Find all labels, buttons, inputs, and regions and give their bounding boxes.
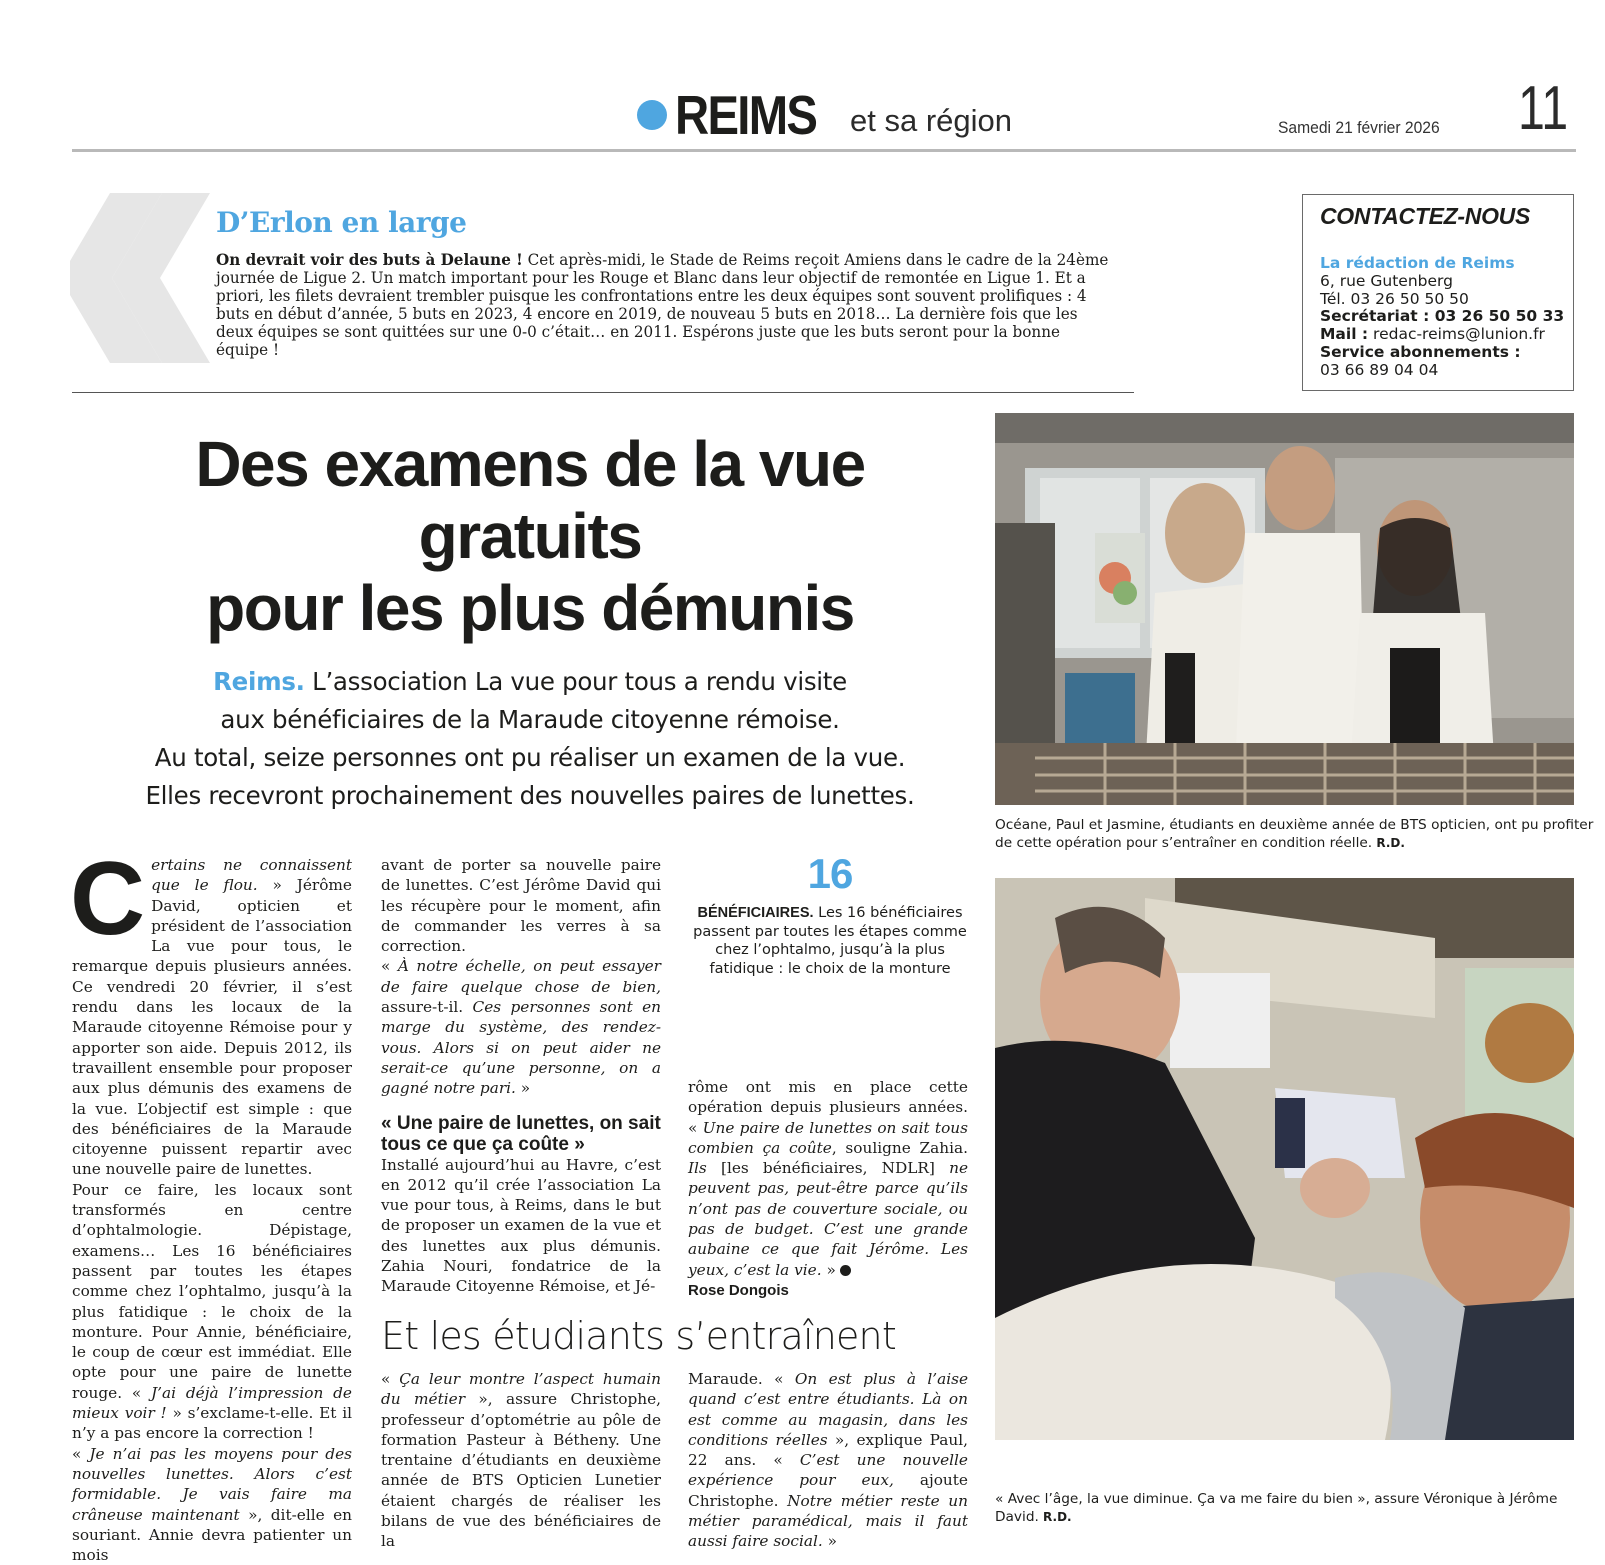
paragraph: [les bénéficiaires, NDLR] <box>706 1159 950 1178</box>
paragraph: rôme ont mis en place cette opération depuis plusieurs années. « <box>688 1078 968 1137</box>
paragraph: ajoute Christophe. <box>688 1471 968 1510</box>
photo-caption <box>995 817 1595 852</box>
quote: C’est une nouvelle expérience pour eux, <box>688 1451 968 1490</box>
article-column-2 <box>381 855 661 1297</box>
stat-label: BÉNÉFICIAIRES. <box>697 905 814 921</box>
headline-line: gratuits <box>418 500 642 572</box>
standfirst-line: Elles recevront prochainement des nouvelles paires de lunettes. <box>145 781 915 810</box>
headline-line: pour les plus démunis <box>206 572 854 644</box>
quote-mark: » <box>821 1260 836 1279</box>
quote: On est plus à l’aise quand c’est entre étudiants. Là on est comme au magasin, dans les conditions réelles <box>688 1370 969 1449</box>
quote-mark: « <box>72 1444 90 1463</box>
quote-mark: » <box>515 1079 531 1098</box>
article-standfirst <box>100 663 960 815</box>
contact-title: CONTACTEZ-NOUS <box>1320 203 1531 229</box>
caption-text: Océane, Paul et Jasmine, étudiants en deuxième année de BTS opticien, ont pu profiter de cette opération pour s’entraîner en condition réelle. <box>995 817 1594 851</box>
contact-phone: Tél. 03 26 50 50 50 <box>1320 289 1469 308</box>
stat-body: Les 16 bénéficiaires passent par toutes les étapes comme chez l’ophtalmo, jusqu’à la plus fatidique : le choix de la monture <box>693 905 967 977</box>
article-column-1 <box>70 841 353 1565</box>
photo-credit: R.D. <box>1038 1509 1072 1524</box>
end-of-article-icon <box>840 1265 851 1276</box>
issue-date: Samedi 21 février 2026 <box>1278 118 1440 137</box>
photo-eye-exam <box>995 878 1574 1440</box>
caption-text: « Avec l’âge, la vue diminue. Ça va me faire du bien », assure Véronique à Jérôme David. <box>995 1491 1558 1525</box>
contact-mail-label: Mail : <box>1320 325 1369 344</box>
brief-divider <box>72 392 1134 393</box>
quote-mark: » <box>822 1532 837 1551</box>
brief-title: D’Erlon en large <box>216 206 467 239</box>
brief-body: Cet après-midi, le Stade de Reims reçoit Amiens dans le cadre de la 24ème journée de Ligue 2. Un match important pour les Rouge et Blanc dans leur objectif de remontée en Ligue 1. Et a priori, les filets devraient trembler puisque les confrontations entre les deux équipes sont souvent prolifiques : 4 buts en début d’année, 5 buts en 2023, 4 encore en 2019, de nouveau 5 buts en 2018… La dernière fois que les deux équipes se sont quittées sur une 0-0 c’était… en 2011. Espérons juste que les buts seront pour la bonne équipe ! <box>216 251 1109 359</box>
paragraph: Installé aujourd’hui au Havre, c’est en 2012 qu’il crée l’association La vue pour tous, à Reims, dans le but de proposer un examen de la vue et des lunettes aux plus démunis. Zahia Nouri, fondatrice de la Maraude Citoyenne Rémoise, et Jé- <box>381 1155 661 1296</box>
contact-subscriptions-number: 03 66 89 04 04 <box>1320 360 1439 379</box>
stat-description <box>690 904 970 978</box>
photo-students <box>995 413 1574 805</box>
article-headline <box>100 428 960 644</box>
quote: À notre échelle, on peut essayer de faire quelque chose de bien, <box>381 957 661 996</box>
stat-number: 16 <box>807 850 853 897</box>
contact-box <box>1302 194 1574 391</box>
quote: ne peuvent pas, peut-être parce qu’ils n’ont pas de couverture sociale, ou pas de budget. C’est une grande aubaine ce que fait Jérôme. Les yeux, c’est la vie. <box>688 1159 968 1279</box>
sidebar-article-title: Et les étudiants s’entraînent <box>381 1314 896 1358</box>
standfirst-line: Au total, seize personnes ont pu réaliser un examen de la vue. <box>154 743 906 772</box>
standfirst-city: Reims. <box>213 667 305 696</box>
contact-address: 6, rue Gutenberg <box>1320 271 1453 290</box>
header-divider <box>72 149 1576 152</box>
quote: Notre métier reste un métier paramédical, mais il faut aussi faire social. <box>688 1491 969 1551</box>
contact-mail-link[interactable]: redac-reims@lunion.fr <box>1368 325 1545 344</box>
paragraph: », dit-elle en souriant. Annie devra patienter un mois <box>72 1505 353 1565</box>
paragraph: » Jérôme David, opticien et président de l’association La vue pour tous, le remarque depuis plusieurs années. Ce vendredi 20 février, il s’est rendu dans les locaux de la Maraude citoyenne Rémoise pour y apporter son aide. Depuis 2012, ils travaillent ensemble pour proposer aux plus démunis des examens de la vue. L’objectif est simple : que des bénéficiaires de la Maraude citoyenne puissent repartir avec une nouvelle paire de lunettes. <box>72 876 352 1179</box>
contact-secretariat-label: Secrétariat : <box>1320 307 1430 326</box>
paragraph: Pour ce faire, les locaux sont transformés en centre d’ophtalmologie. Dépistage, examens… Les 16 bénéficiaires passent par toutes les étapes comme chez l’ophtalmo, jusqu’à la plus fatidique : le choix de la monture. Pour Annie, bénéficiaire, le coup de cœur est immédiat. Elle opte pour une paire de lunette rouge. « <box>72 1180 352 1402</box>
section-dot-icon <box>637 100 667 130</box>
quote-mark: « <box>381 957 398 976</box>
quote: Une paire de lunettes on sait tous combien ça coûte <box>688 1118 968 1157</box>
standfirst-line: aux bénéficiaires de la Maraude citoyenne rémoise. <box>220 705 840 734</box>
paragraph: , souligne Zahia. <box>831 1138 968 1157</box>
article-column-3 <box>688 1077 968 1301</box>
drop-cap: C <box>70 841 146 957</box>
article-byline: Rose Dongois <box>688 1281 789 1299</box>
sidebar-column-2 <box>688 1369 968 1552</box>
section-subtitle: et sa région <box>850 103 1012 138</box>
section-title: REIMS <box>675 84 817 146</box>
contact-secretariat-number: 03 26 50 50 33 <box>1429 307 1565 326</box>
quote-chevrons-icon <box>70 193 210 363</box>
paragraph: Maraude. « <box>688 1370 795 1388</box>
quote: Je n’ai pas les moyens pour des nouvelles lunettes. Alors c’est formidable. Je vais faire ma crâneuse maintenant <box>72 1444 352 1524</box>
quote: Ces personnes sont en marge du système, des rendez-vous. Alors si on peut aider ne serait-ce qu’une personne, on a gagné notre pari. <box>381 998 662 1098</box>
brief-text <box>216 251 1113 359</box>
paragraph: », assure Christophe, professeur d’optométrie au pôle de formation Pasteur à Bétheny. Une trentaine d’étudiants en deuxième année de BTS Opticien Lunetier étaient chargés de réaliser les bilans de vue des bénéficiaires de la <box>381 1390 662 1551</box>
article-subhead: « Une paire de lunettes, on sait tous ce que ça coûte » <box>381 1112 661 1155</box>
quote: Ça leur montre l’aspect humain du métier <box>381 1370 661 1409</box>
photo-credit: R.D. <box>1372 835 1405 850</box>
quote-mark: « <box>381 1370 400 1388</box>
paragraph: assure-t-il. <box>381 998 473 1017</box>
page-number: 11 <box>1518 74 1569 143</box>
paragraph: » s’exclame-t-elle. Et il n’y a pas encore la correction ! <box>72 1404 352 1443</box>
quote: ertains ne connaissent que le flou. <box>151 856 352 895</box>
headline-line: Des examens de la vue <box>195 428 865 500</box>
sidebar-column-1 <box>381 1369 661 1552</box>
paragraph: avant de porter sa nouvelle paire de lunettes. C’est Jérôme David qui les récupère pour le moment, afin de commander les verres à sa correction. <box>381 856 661 956</box>
contact-subscriptions-label: Service abonnements : <box>1320 342 1521 361</box>
standfirst-line: L’association La vue pour tous a rendu visite <box>304 667 847 696</box>
contact-details <box>1320 255 1564 380</box>
contact-newsroom: La rédaction de Reims <box>1320 254 1515 272</box>
photo-caption <box>995 1491 1595 1526</box>
quote: Ils <box>688 1159 707 1178</box>
brief-lead: On devrait voir des buts à Delaune ! <box>216 250 523 269</box>
quote: J’ai déjà l’impression de mieux voir ! <box>72 1383 352 1423</box>
paragraph: », explique Paul, 22 ans. « <box>688 1430 969 1470</box>
